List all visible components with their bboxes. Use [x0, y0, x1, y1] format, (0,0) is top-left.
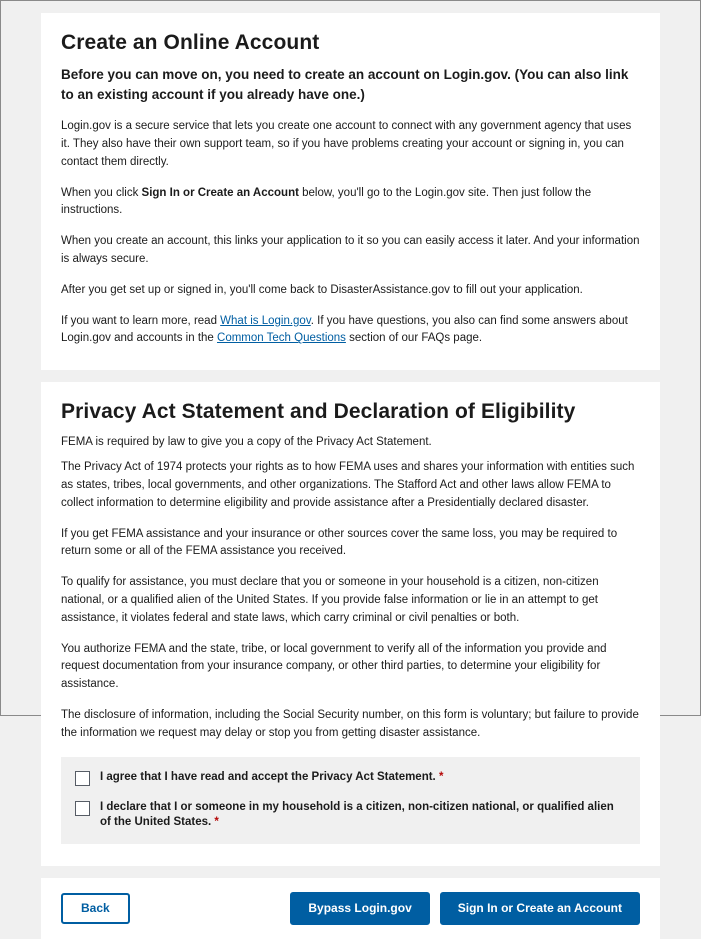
eligibility-checkbox-label: [100, 800, 626, 831]
privacy-paragraph-4: To qualify for assistance, you must declare that you or someone in your household is a citizen, non-citizen national, or a qualified alien of the United States. If you provide false information or lie in an attempt to get assistance, it violates federal and state laws, which carry criminal or civil penalties or both.: [61, 576, 599, 624]
required-marker: *: [438, 770, 444, 783]
page-title: Create an Online Account: [61, 31, 320, 54]
account-paragraph-5: [61, 313, 640, 349]
privacy-paragraph-2: The Privacy Act of 1974 protects your rights as to how FEMA uses and shares your information with entities such as states, tribes, local governments, and other organizations. The Stafford Act and other laws allow FEMA to collect information to determine eligibility and provide assistance after a Presidentially declared disaster.: [61, 461, 635, 509]
sign-in-or-create-account-button[interactable]: Sign In or Create an Account: [440, 892, 640, 925]
privacy-act-checkbox[interactable]: [75, 771, 90, 786]
account-paragraph-2-bold: Sign In or Create an Account: [141, 186, 299, 199]
agreements-group: [61, 757, 640, 844]
bypass-login-gov-button[interactable]: Bypass Login.gov: [290, 892, 429, 925]
what-is-login-gov-link[interactable]: What is Login.gov: [220, 314, 311, 327]
privacy-act-title: Privacy Act Statement and Declaration of Eligibility: [61, 400, 576, 424]
account-lead-text: Before you can move on, you need to create an account on Login.gov. (You can also link to an existing account if you already have one.): [61, 67, 629, 102]
account-paragraph-5-suffix: section of our FAQs page.: [345, 332, 483, 345]
account-paragraph-2-suffix: below, you'll go to the Login.gov site. Then just follow the instructions.: [61, 186, 592, 217]
footer-right-buttons: [290, 892, 640, 925]
account-paragraph-4: After you get set up or signed in, you'll come back to DisasterAssistance.gov to fill out your application.: [61, 283, 583, 296]
required-marker: *: [214, 816, 219, 829]
account-paragraph-5-mid: . If you have questions, you also can find some answers about Login.gov and accounts in the: [61, 314, 628, 345]
eligibility-checkbox-text: I declare that I or someone in my household is a citizen, non-citizen national, or qualified alien of the United States.: [100, 800, 614, 829]
privacy-paragraph-3: If you get FEMA assistance and your insurance or other sources cover the same loss, you may be required to return some or all of the FEMA assistance you received.: [61, 527, 618, 558]
common-tech-questions-link[interactable]: Common Tech Questions: [217, 332, 346, 345]
create-account-card: [41, 13, 660, 370]
privacy-paragraph-6: The disclosure of information, including the Social Security number, on this form is voluntary; but failure to provide the information we request may delay or stop you from getting disaster assistance.: [61, 709, 639, 739]
footer-actions: [41, 878, 660, 939]
account-paragraph-2: [61, 185, 640, 221]
account-paragraph-5-prefix: If you want to learn more, read: [61, 314, 221, 327]
account-paragraph-1: Login.gov is a secure service that lets you create one account to connect with any government agency that uses it. They also have their own support team, so if you have problems creating your account or signing in, you can contact them directly.: [61, 120, 632, 168]
account-paragraph-2-prefix: When you click: [61, 186, 142, 199]
eligibility-checkbox[interactable]: [75, 801, 90, 816]
privacy-paragraph-5: You authorize FEMA and the state, tribe, or local government to verify all of the information you provide and request documentation from your insurance company, or other third parties, to determine your eligibility for assistance.: [61, 642, 607, 691]
privacy-act-checkbox-text: I agree that I have read and accept the Privacy Act Statement.: [100, 770, 436, 783]
account-paragraph-3: When you create an account, this links your application to it so you can easily access it later. And your information is always secure.: [61, 235, 640, 265]
agreement-row-privacy[interactable]: [75, 770, 626, 786]
agreement-row-eligibility[interactable]: [75, 800, 626, 831]
privacy-act-checkbox-label: [100, 770, 443, 786]
back-button[interactable]: Back: [61, 893, 130, 924]
privacy-paragraph-1: FEMA is required by law to give you a copy of the Privacy Act Statement.: [61, 436, 432, 449]
privacy-act-card: [41, 382, 660, 865]
